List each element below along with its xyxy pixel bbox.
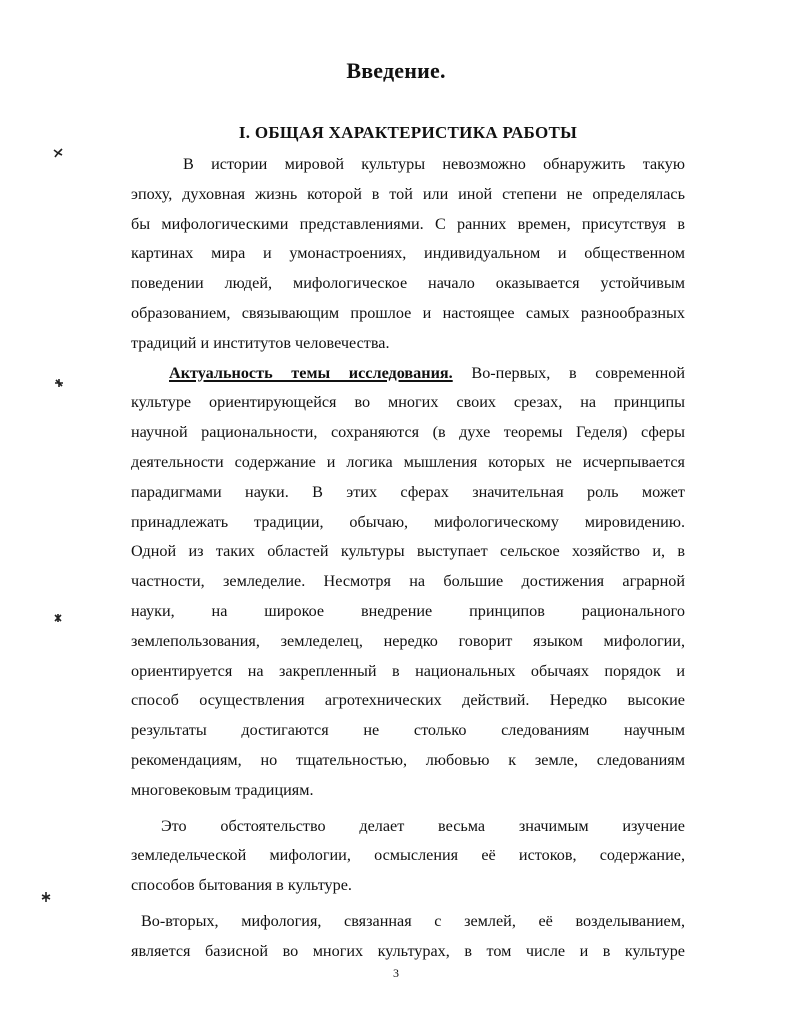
paragraph-2-line-10: землепользования, земледелец, нередко говорит языком мифологии, [131, 631, 685, 650]
paragraph-2-line-2: культуре ориентирующейся во многих своих срезах, на принципы [131, 393, 685, 412]
paragraph-4-line-2: является базисной во многих культурах, в том числе и в культуре [131, 941, 685, 960]
paragraph-2-line-4: деятельности содержание и логика мышления которых не исчерпывается [131, 452, 685, 471]
paragraph-2-line-8: частности, земледелие. Несмотря на большие достижения аграрной [131, 572, 685, 591]
paragraph-1-line-5: поведении людей, мифологическое начало оказывается устойчивым [131, 274, 685, 293]
paragraph-4-line-1: Во-вторых, мифология, связанная с землей, её возделыванием, [141, 911, 685, 930]
paragraph-2-line-7: Одной из таких областей культуры выступает сельское хозяйство и, в [131, 542, 685, 561]
paragraph-1-line-2: эпоху, духовная жизнь которой в той или иной степени не определялась [131, 184, 685, 203]
topic-relevance-heading: Актуальность темы исследования. [169, 363, 453, 382]
paragraph-1-line-4: картинах мира и умонастроениях, индивидуальном и общественном [131, 244, 685, 263]
margin-mark-1 [52, 147, 64, 159]
paragraph-2-line-1 [131, 359, 685, 389]
margin-mark-4 [40, 891, 52, 903]
margin-mark-2 [53, 377, 65, 389]
margin-mark-3 [52, 612, 64, 624]
paragraph-1-line-3: бы мифологическими представлениями. С ранних времен, присутствуя в [131, 214, 685, 233]
page-title: Введение. [346, 58, 446, 83]
section-heading: I. ОБЩАЯ ХАРАКТЕРИСТИКА РАБОТЫ [238, 123, 578, 142]
paragraph-3-line-2: земледельческой мифологии, осмысления её истоков, содержание, [131, 846, 685, 865]
paragraph-2-line-6: принадлежать традиции, обычаю, мифологическому мировидению. [131, 512, 685, 531]
paragraph-2-line-15: многовековым традициям. [131, 780, 314, 799]
paragraph-1-line-6: образованием, связывающим прошлое и настоящее самых разнообразных [131, 303, 685, 322]
body-text [131, 150, 685, 967]
page-number: 3 [393, 966, 399, 980]
paragraph-2-line-1-text: Во-первых, в современной [452, 363, 685, 382]
paragraph-2-line-13: результаты достигаются не столько следованиям научным [131, 721, 685, 740]
paragraph-1-line-7: традиций и институтов человечества. [131, 333, 390, 352]
paragraph-1-line-1: В истории мировой культуры невозможно обнаружить такую [183, 155, 685, 173]
paragraph-3-line-1: Это обстоятельство делает весьма значимым изучение [161, 816, 685, 835]
paragraph-2-line-14: рекомендациям, но тщательностью, любовью к земле, следованиям [131, 750, 685, 769]
paragraph-3-line-3: способов бытования в культуре. [131, 876, 352, 895]
paragraph-2-line-9: науки, на широкое внедрение принципов рационального [131, 601, 685, 620]
paragraph-2-line-5: парадигмами науки. В этих сферах значительная роль может [131, 482, 685, 501]
paragraph-2-line-3: научной рациональности, сохраняются (в духе теоремы Геделя) сферы [131, 423, 685, 442]
paragraph-2-line-11: ориентируется на закрепленный в национальных обычаях порядок и [131, 661, 685, 680]
paragraph-2-line-12: способ осуществления агротехнических действий. Нередко высокие [131, 691, 685, 710]
